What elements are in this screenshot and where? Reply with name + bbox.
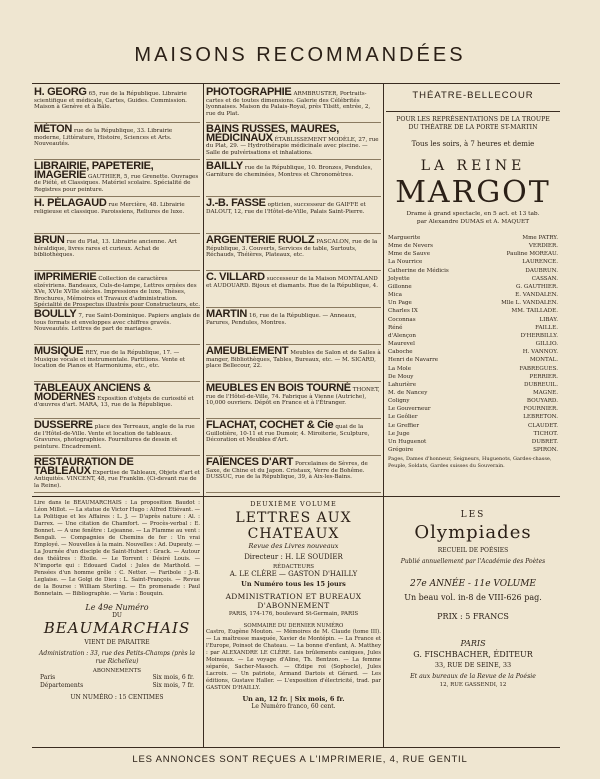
ad-heading: LIBRAIRIE, PAPETERIE, IMAGERIE (34, 160, 154, 181)
cast-role: La Mole (388, 365, 412, 372)
footer-notice: LES ANNONCES SONT REÇUES A L'IMPRIMERIE, 4, RUE GENTIL (132, 754, 468, 765)
ad-entry (34, 271, 200, 308)
cast-row (388, 316, 558, 324)
cast-row (388, 348, 558, 356)
ad-heading: MUSIQUE (34, 345, 84, 357)
ad-entry (206, 345, 381, 382)
cast-role: Marguerite (388, 235, 421, 241)
beaumarchais-panel (34, 500, 200, 744)
cast-role: d'Alençon (388, 332, 416, 339)
beaumarchais-name: BEAUMARCHAIS (43, 619, 191, 637)
ad-heading: DUSSERRE (34, 419, 93, 431)
ad-text: Expertise de Tableaux, Objets d'art et Antiquités. VINCENT, 48, rue Franklin. (Ci-devant rue de la Reine). (34, 469, 200, 489)
ad-entry (34, 234, 200, 271)
ad-heading: AMEUBLEMENT (206, 345, 289, 357)
ad-entry (206, 308, 381, 345)
ad-heading: BOULLY (34, 308, 77, 320)
cast-actor: G. GAUTHIER. (516, 283, 558, 290)
cast-role: Catherine de Médicis (388, 267, 449, 274)
column-divider-2 (383, 83, 384, 496)
theatre-authors: par Alexandre DUMAS et A. MAQUET (416, 219, 530, 225)
top-rule (32, 83, 560, 84)
ad-text: quai de la Guillotière, 10-11 et rue Dumoir, 4. Miroiterie, Sculpture, Décoration et Meubles d'Art. (206, 424, 370, 444)
ad-entry (206, 234, 381, 271)
ad-entry (34, 86, 200, 123)
ad-text: THONET, rue de l'Hôtel-de-Ville, 74. Fabrique à Vienne (Autriche), 10,000 ouvriers. Dépôt en France et à l'Étranger. (206, 387, 380, 407)
cast-row (388, 283, 558, 291)
beaumarchais-numero: UN NUMÉRO : 15 CENTIMES (70, 694, 164, 701)
cast-row (388, 365, 558, 373)
cast-row (388, 324, 558, 332)
theatre-name: THÉATRE-BELLECOUR (412, 90, 534, 101)
cast-row (388, 413, 558, 421)
cast-actor: DAUBRUN. (525, 267, 558, 274)
cast-role: Caboche (388, 349, 413, 356)
ad-heading: MARTIN (206, 308, 247, 320)
beaumarchais-contents: Lire dans le BEAUMARCHAIS : La proposition Baudot : Léon Millot. — La statue de Victor Hugo : Alfred Etiévant. — La Politique et les Affaires : L. J. — D'après nature : Al. : Darrex. — Une citation de Chamfort. — Procès-verbal : E. Bonnet. — A une fenêtre : Lejeanne. — La Flamme au vent : Bengali. — Compagnies de Chemins de fer : Un vrai Employé. — Nouvelles à la main. Nouvelles : Ad. Dupeuty. — La Journée d'un disciple de Saint-Hubert : Grack. — Autour des théâtres : Étoile. — Le Torrent : Désiré Louis. — N'importe qui : Edouard Cadol : Jules de Marthold. — Pensées d'un homme grêle : C. Netter. — Faribole : J.-B. Leglaise. — Le Golgi de Dieu : L. Saint-François. — Revue de la Bourse : William Sterling. — En promenade : Paul Bonnetain. — Bibliographie. — Varia : Bouquin. (34, 500, 200, 597)
cast-role: De Mouy (388, 373, 414, 380)
olympiades-bureaux: Et aux bureaux de la Revue de la Poésie (410, 673, 536, 680)
paris-price: Six mois, 6 fr. (152, 674, 194, 681)
olympiades-subtitle: RECUEIL DE POÉSIES (437, 547, 509, 554)
cast-actor: LAURENCE. (522, 259, 558, 266)
cast-role: Un Page (388, 300, 412, 307)
cast-row (388, 405, 558, 413)
lettres-address: PARIS, 174-176, boulevard St-Germain, PARIS (228, 611, 359, 617)
olympiades-bureaux-address: 12, RUE GASSENDI, 12 (439, 682, 507, 688)
cast-actor: LIBAY. (539, 316, 558, 323)
theatre-panel (386, 86, 560, 494)
ad-text: Meubles de Salon et de Salles à manger, Bibliothèques, Tables, Bureaux, etc. — M. SICARD, place Bellecour, 22. (206, 350, 381, 370)
ad-heading: FAÏENCES D'ART (206, 456, 294, 468)
cast-actor: LEBRETON. (523, 414, 558, 421)
lettres-subtitle: Revue des Livres nouveaux (248, 542, 339, 550)
cast-role: Coconnas (388, 316, 416, 323)
cast-actor: CLAUDET. (527, 422, 558, 429)
cast-role: Gillonne (388, 283, 412, 290)
middle-rule (32, 496, 560, 497)
cast-row (388, 299, 558, 307)
cast-row (388, 234, 558, 242)
cast-row (388, 291, 558, 299)
ad-text: Porcelaines de Sèvres, de Saxe, de Chine et du Japon. Cristaux, Verre de Bohême. DUSSUC, rue de la République, 39, à Aix-les-Bains. (206, 461, 368, 481)
cast-role: Charles IX (388, 308, 418, 315)
cast-actor: H. VANNOY. (522, 349, 558, 356)
ad-entry (206, 86, 381, 123)
ad-text: rue Mercière, 48. Librairie religieuse et classique. Paroissiens, Reliures de luxe. (34, 202, 185, 215)
olympiades-title: Olympiades (414, 522, 532, 543)
ad-heading: MÉTON (34, 123, 73, 135)
ad-text: 65, rue de la République. Librairie scientifique et médicale, Cartes, Guides. Commission. Maison à Genève et à Bâle. (34, 91, 187, 111)
cast-actor: FAILLE. (535, 324, 558, 331)
cast-actor: SPIRON. (533, 447, 558, 454)
cast-row (388, 242, 558, 250)
ad-text: rue de la République, 33. Librairie moderne, Littérature, Histoire, Sciences et Arts. Nouveautés. (34, 128, 173, 148)
cast-actor: D'HERBILLY. (520, 332, 558, 339)
middle-ads-column (206, 86, 381, 494)
ad-heading: IMPRIMERIE (34, 271, 97, 283)
ad-text: rue de la République, 10. Bronzes, Pendules, Garniture de cheminées, Montres et Chronomètres. (206, 165, 373, 178)
column-divider-1 (203, 83, 204, 496)
beaumarchais-du: DU (112, 612, 122, 619)
paris-label: Paris (40, 674, 56, 681)
olympiades-panel (386, 500, 560, 744)
ad-entry (206, 456, 381, 493)
cast-role: Mme de Nevers (388, 243, 434, 250)
ad-text: place des Terreaux, angle de la rue de l'Hôtel-de-Ville. Vente et location de tableaux. Gravures, photographies. Fournitures de dessin et peinture. Encadrement. (34, 424, 195, 450)
departements-price: Six mois, 7 fr. (152, 682, 194, 689)
column-divider-4 (383, 496, 384, 747)
ad-heading: C. VILLARD (206, 271, 265, 283)
ad-heading: BRUN (34, 234, 65, 246)
ad-text: Collection de caractères elzéviriens. Bandeaux, Culs-de-lampe, Lettres ornées des XVe, XVIe XVIIe siècles. Impressions de luxe, Thèses, Brochures, Mémoires et Travaux d'administration. Spécialité de Prospectus illustrés pour Constructeurs, etc. (34, 276, 200, 308)
olympiades-les: LES (460, 510, 486, 520)
cast-role: Le Juge (388, 430, 410, 437)
ad-text: REY, rue de la République, 17. — Musique vocale et instrumentale. Partitions. Vente et location de Pianos et Harmoniums, etc., etc. (34, 350, 186, 370)
cast-actor: Mme PATRY. (522, 235, 558, 241)
ad-entry (34, 419, 200, 456)
ad-heading: RESTAURATION DE TABLEAUX (34, 456, 134, 477)
lettres-directeur: Directeur : H. LE SOUDIER (244, 553, 343, 561)
cast-role: Jolyette (388, 275, 410, 282)
cast-row (388, 446, 558, 454)
cast-actor: CASSAN. (531, 275, 558, 282)
cast-role: M. de Nancey (388, 389, 428, 396)
ad-heading: H. PÉLAGAUD (34, 197, 107, 209)
ad-heading: BAINS RUSSES, MAURES, MÉDICINAUX (206, 123, 340, 144)
ad-entry (34, 308, 200, 345)
theatre-schedule: Tous les soirs, à 7 heures et demie (411, 140, 535, 148)
cast-actor: FOURNIER. (523, 406, 558, 413)
cast-row (388, 258, 558, 266)
ad-entry (34, 456, 200, 493)
departements-label: Départements (40, 682, 84, 689)
cast-role: Un Huguenot (388, 438, 427, 445)
ad-heading: FLACHAT, COCHET & Cie (206, 419, 334, 431)
olympiades-address: 33, RUE DE SEINE, 33 (434, 661, 512, 669)
cast-role: Coligny (388, 398, 410, 405)
olympiades-prix: PRIX : 5 FRANCS (437, 612, 509, 621)
cast-row (388, 422, 558, 430)
ad-heading: TABLEAUX ANCIENS & MODERNES (34, 382, 151, 403)
cast-footnote: Pages, Dames d'honneur, Seigneurs, Huguenots, Gardes-chasse, Peuple, Soldats, Gardes suisses du Souverain. (388, 456, 552, 469)
cast-role: Réné (388, 324, 403, 331)
cast-role: Mica (388, 292, 402, 299)
lettres-panel (206, 500, 381, 744)
olympiades-annee: 27e ANNÉE - 11e VOLUME (409, 579, 536, 589)
page-title: MAISONS RECOMMANDÉES (134, 44, 466, 66)
cast-row (388, 373, 558, 381)
cast-row (388, 340, 558, 348)
ad-entry (34, 382, 200, 419)
cast-actor: TICHOT. (533, 430, 558, 437)
ad-text: Exposition d'objets de curiosité et d'œuvres d'art. MARA, 13, rue de la République. (34, 395, 194, 409)
lettres-volume: DEUXIÈME VOLUME (250, 500, 337, 508)
cast-role: Grégoire (388, 447, 414, 454)
theatre-genre: Drame à grand spectacle, en 5 act. et 13 tab. (406, 211, 540, 217)
ad-text: 16, rue de la République. — Anneaux, Parures, Pendules, Montres. (206, 313, 357, 326)
ad-entry (34, 197, 200, 234)
lettres-sommaire: Castro, Eugène Mouton. — Mémoires de M. Claude (tome III). — La maîtresse masquée, Xavier de Montépin. — La France et l'Europe, Poinsot de Chateau. — La bonne d'enfant, A. Matthey : par ALEXANDRE LE CLÈRE. Les brûlements caniques, Jules Moineaux. — Le voyage d'Aline, Th. Bentzon. — La femme séparée, Sacher-Masoch. — Œdipe roi (Sophocle), Jules Lacroix. — Un patriote, Armand Dartois et Gérard. — Les éditions, Gustave Haller. — L'exposition d'électricité, trad. par GASTON D'HAILLY. (206, 629, 381, 691)
beaumarchais-issue: Le 49e Numéro (85, 603, 149, 612)
cast-row (388, 267, 558, 275)
cast-role: Maurevel (388, 341, 415, 348)
cast-row (388, 438, 558, 446)
cast-row (388, 275, 558, 283)
ad-text: PASCALON, rue de la République, 3. Couverts, Services de table, Surtouts, Réchauds, Théières, Plateaux, etc. (206, 239, 378, 259)
cast-actor: BOUYARD. (526, 398, 558, 405)
ad-heading: J.-B. FASSE (206, 197, 266, 209)
ad-entry (206, 123, 381, 160)
olympiades-volume: Un beau vol. in-8 de VIII-626 pag. (404, 593, 542, 602)
olympiades-publie: Publié annuellement par l'Académie des Poètes (400, 558, 546, 565)
cast-row (388, 356, 558, 364)
lettres-redacteurs: A. LE CLÈRE — GASTON D'HAILLY (229, 570, 358, 578)
lettres-sommaire-label: SOMMAIRE DU DERNIER NUMÉRO (243, 623, 344, 629)
ad-text: ÉTABLISSEMENT MODÈLE, 27, rue du Plat, 29. — Hydrothérapie médicinale avec piscine. — Salle de pulvérisations et inhalations. (206, 136, 379, 156)
ad-heading: PHOTOGRAPHIE (206, 86, 292, 98)
olympiades-city: PARIS (460, 639, 486, 648)
cast-role: Lahurière (388, 381, 417, 388)
cast-actor: FABREGUES. (519, 365, 558, 372)
lettres-frequency: Un Numéro tous les 15 jours (241, 580, 346, 588)
cast-actor: MONTAL. (529, 357, 558, 364)
lettres-redacteurs-label: RÉDACTEURS (273, 564, 314, 570)
ad-text: 7, rue Saint-Dominique. Papiers anglais de tous formats et enveloppes avec chiffres gravés. Nouveautés. Lettres de part de mariages. (34, 313, 200, 333)
ad-heading: H. GEORG (34, 86, 87, 98)
cast-actor: Pauline MOREAU. (506, 251, 558, 258)
ad-text: rue du Plat, 13. Librairie ancienne. Art héraldique, livres rares et curieux. Achat de bibliothèques. (34, 239, 177, 259)
ad-heading: ARGENTERIE RUOLZ (206, 234, 315, 246)
cast-actor: MM. TAILLADE. (511, 308, 558, 315)
theatre-intro: POUR LES REPRÉSENTATIONS DE LA TROUPE DU THÉATRE DE LA PORTE ST-MARTIN (396, 116, 550, 131)
beaumarchais-abonnements: ABONNEMENTS (92, 668, 142, 674)
column-divider-3 (203, 496, 204, 747)
ad-entry (34, 345, 200, 382)
ad-entry (34, 160, 200, 197)
cast-actor: E. VANDALEN. (515, 292, 558, 299)
cast-actor: GILLIO. (535, 341, 558, 348)
ad-heading: MEUBLES EN BOIS TOURNÉ (206, 382, 351, 394)
lettres-title: LETTRES AUX CHATEAUX (235, 510, 352, 542)
theatre-title-top: LA REINE (420, 158, 526, 174)
bottom-rule (32, 747, 560, 748)
lettres-admin: ADMINISTRATION ET BUREAUX D'ABONNEMENT (225, 592, 362, 610)
cast-row (388, 250, 558, 258)
ad-text: GAUTHIER, 5, rue Grenette. Ouvrages de Piété, et Classiques. Matériel scolaire. Spécialité de Registres pour peinture. (34, 173, 199, 193)
ad-text: ARMBRUSTER, Portraits-cartes et de toutes dimensions. Galerie des Célébrités lyonnaises. Maison du Palais-Royal, près Tilsitt, entrée, 2, rue du Plat. (206, 91, 371, 117)
cast-actor: DUBRET. (531, 438, 558, 445)
cast-row (388, 307, 558, 315)
ad-entry (206, 419, 381, 456)
beaumarchais-admin: Administration : 33, rue des Petits-Champs (près la rue Richelieu) (39, 650, 195, 665)
cast-actor: MAGNE. (533, 389, 558, 396)
cast-actor: DUBREUIL. (523, 381, 558, 388)
cast-role: Mme de Sauve (388, 251, 431, 258)
ad-heading: BAILLY (206, 160, 243, 172)
cast-list (386, 234, 560, 454)
cast-actor: Mlle L. VANDALEN. (501, 300, 558, 307)
theatre-title-main: MARGOT (395, 175, 551, 210)
lettres-prices: Un an, 12 fr. | Six mois, 6 fr. (242, 695, 345, 703)
ad-text: opticien, successeur de GAIFFE et DALOUT, 12, rue de l'Hôtel-de-Ville, Palais Saint-Pierre. (206, 202, 366, 215)
ad-entry (206, 160, 381, 197)
cast-role: Le Gouverneur (388, 406, 431, 413)
cast-row (388, 389, 558, 397)
ad-entry (206, 271, 381, 308)
beaumarchais-status: VIENT DE PARAITRE (84, 639, 150, 646)
ad-entry (206, 197, 381, 234)
cast-row (388, 397, 558, 405)
cast-row (388, 430, 558, 438)
ad-entry (34, 123, 200, 160)
cast-role: La Nourrice (388, 259, 423, 266)
cast-role: Le Geôlier (388, 414, 418, 421)
ad-entry (206, 382, 381, 419)
cast-role: Henri de Navarre (388, 357, 439, 364)
olympiades-editor: G. FISCHBACHER, ÉDITEUR (413, 650, 533, 659)
cast-row (388, 381, 558, 389)
ad-text: successeur de la Maison MONTALAND et AUDOUARD. Bijoux et diamants. Rue de la République, 4. (206, 276, 379, 289)
left-ads-column (34, 86, 200, 494)
lettres-numero: Le Numéro franco, 60 cent. (251, 703, 336, 710)
cast-actor: PERRIER. (529, 373, 558, 380)
cast-role: Le Greffier (388, 422, 420, 429)
cast-actor: VERDIER. (528, 243, 558, 250)
cast-row (388, 332, 558, 340)
